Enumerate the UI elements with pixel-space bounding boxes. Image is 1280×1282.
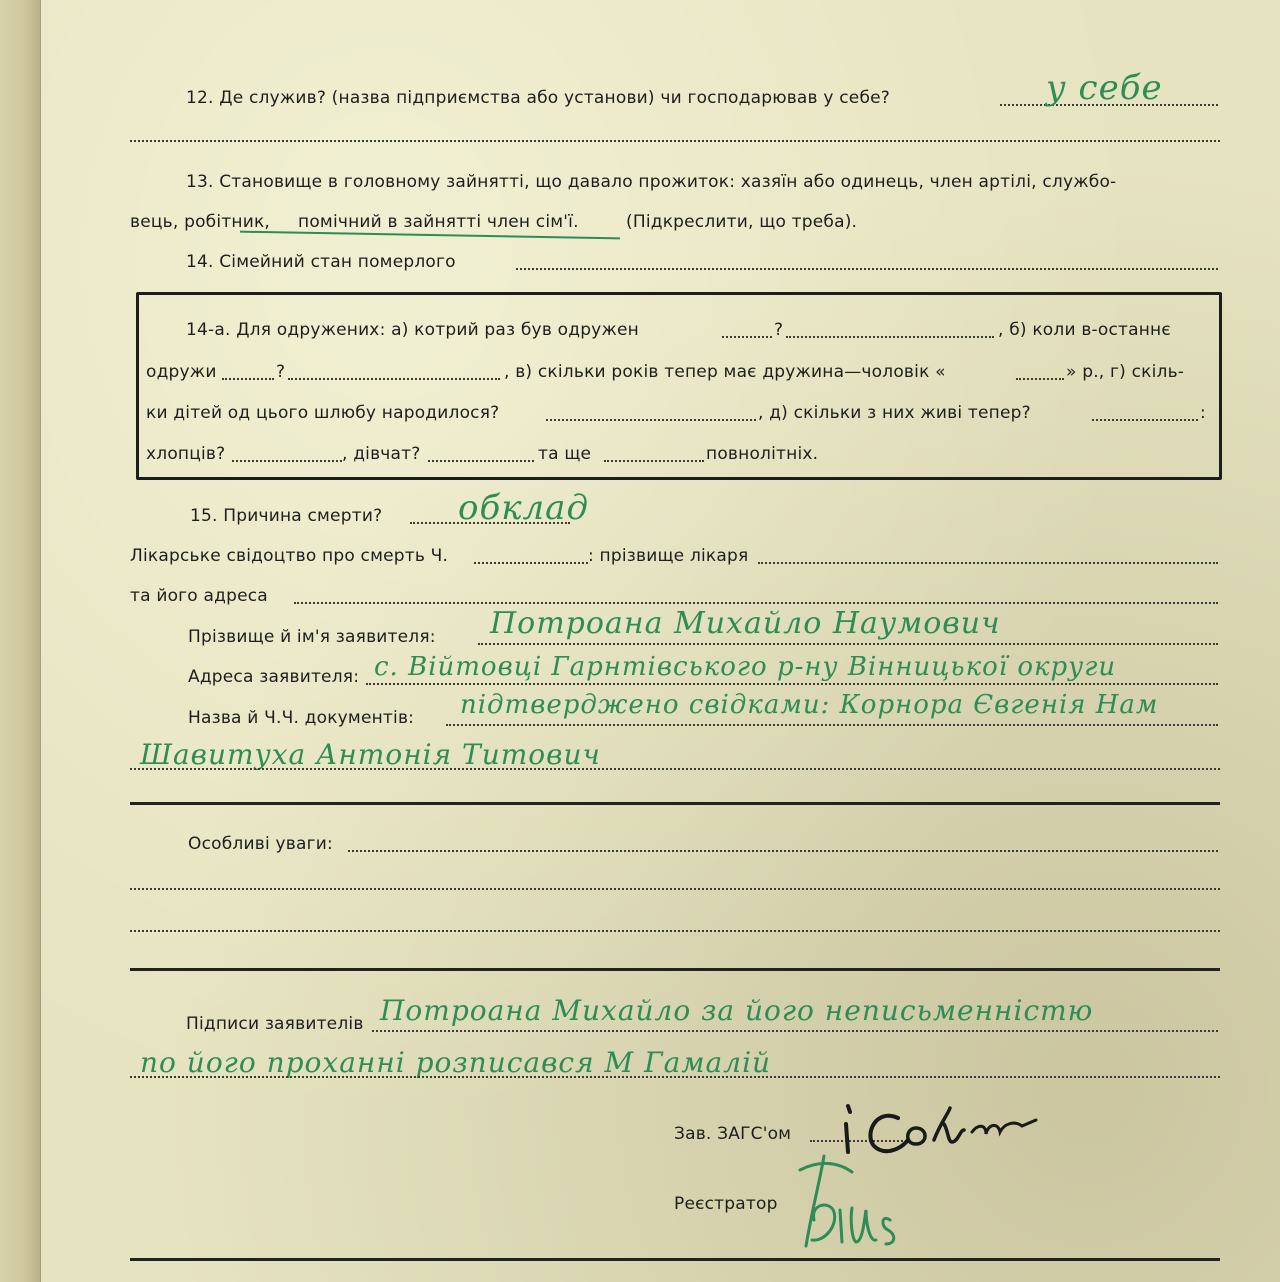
documents-label: Назва й Ч.Ч. документів: xyxy=(188,708,415,728)
q14a-fill-boys xyxy=(232,460,342,462)
applicant-name-label: Прізвище й ім'я заявителя: xyxy=(188,627,436,647)
q13-instruction: (Підкреслити, що треба). xyxy=(626,212,858,232)
q14a-more-label: та ще xyxy=(538,444,592,464)
page-bottom-line xyxy=(130,1258,1220,1261)
applicant-address-label: Адреса заявителя: xyxy=(188,667,360,687)
q12-continuation-line xyxy=(130,140,1220,142)
q14a-line3-label: ки дітей од цього шлюбу народилося? xyxy=(146,403,500,423)
q14a-line2-qmark: ? xyxy=(276,362,286,382)
applicant-signatures-line2: по його проханні розписався М Гамалій xyxy=(140,1046,772,1079)
q13-selected-option: помічний в зайнятті член сім'ї. xyxy=(298,212,579,232)
special-notes-line2 xyxy=(130,888,1220,890)
applicant-name-value: Потроана Михайло Наумович xyxy=(490,606,1001,641)
q14a-fill-c xyxy=(1016,378,1064,380)
section-divider xyxy=(130,802,1220,805)
q14-fill-line xyxy=(516,268,1218,270)
q13-label-line2-start: вець, робітник, xyxy=(130,212,271,232)
q14-label: 14. Сімейний стан померлого xyxy=(186,252,456,272)
q14a-boys-label: хлопців? xyxy=(146,444,226,464)
q14a-adults-label: повнолітніх. xyxy=(706,444,819,464)
applicant-signatures-label: Підписи заявителів xyxy=(186,1014,364,1034)
q14a-line2-label: одружи xyxy=(146,362,217,382)
medical-certificate-fill xyxy=(474,562,588,564)
q12-label: 12. Де служив? (назва підприємства або установи) чи господарював у себе? xyxy=(186,88,891,108)
q14a-girls-label: , дівчат? xyxy=(342,444,421,464)
doctor-name-fill xyxy=(758,562,1218,564)
applicant-signatures-line1: Потроана Михайло за його неписьменністю xyxy=(380,994,1094,1027)
q14a-line1-b: , б) коли в-останнє xyxy=(998,320,1171,340)
q14a-fill-a2 xyxy=(786,336,994,338)
documents-value-line1: підтверджено свідками: Корнора Євгенія Нам xyxy=(460,690,1159,720)
documents-continuation-line xyxy=(130,768,1220,770)
applicant-signatures-line2-rule xyxy=(130,1076,1220,1078)
documents-fill xyxy=(446,724,1218,726)
q13-label-line1: 13. Становище в головному зайнятті, що давало прожиток: хазяїн або одинець, член артілі, службо- xyxy=(186,172,1117,192)
page-binding-edge xyxy=(0,0,41,1282)
medical-certificate-label: Лікарське свідоцтво про смерть Ч. xyxy=(130,546,449,566)
q14a-line1-label: 14-а. Для одружених: а) котрий раз був одружен xyxy=(186,320,639,340)
q14a-fill-b2 xyxy=(288,378,500,380)
special-notes-line3 xyxy=(130,930,1220,932)
q14a-line3-d: , д) скільки з них живі тепер? xyxy=(758,403,1031,423)
q14a-line1-qmark: ? xyxy=(774,320,784,340)
doctor-name-label: : прізвище лікаря xyxy=(588,546,749,566)
q14a-fill-girls xyxy=(428,460,534,462)
q14a-fill-d xyxy=(1092,419,1198,421)
applicant-address-value: с. Війтовці Гарнтівського р-ну Вінницької округи xyxy=(374,652,1117,682)
applicant-address-fill xyxy=(366,683,1218,685)
special-notes-label: Особливі уваги: xyxy=(188,834,333,854)
q14a-line3-colon: : xyxy=(1200,403,1206,423)
q15-answer: обклад xyxy=(458,488,589,528)
q14a-fill-b xyxy=(222,378,274,380)
q14a-fill-g xyxy=(546,419,756,421)
applicant-name-fill xyxy=(478,643,1218,645)
q14a-line2-d: » р., г) скіль- xyxy=(1066,362,1185,382)
q15-label: 15. Причина смерти? xyxy=(190,506,383,526)
q14a-line2-c: , в) скільки років тепер має дружина—чоловік « xyxy=(504,362,946,382)
zags-head-label: Зав. ЗАГС'ом xyxy=(674,1124,792,1144)
applicant-signatures-fill xyxy=(372,1030,1218,1032)
q12-answer: у себе xyxy=(1046,68,1163,108)
registrar-label: Реєстратор xyxy=(674,1194,778,1214)
q14a-fill-more xyxy=(604,460,704,462)
registrar-signature xyxy=(790,1150,920,1260)
section-divider-2 xyxy=(130,968,1220,971)
documents-value-line2: Шавитуха Антонія Титович xyxy=(140,738,601,771)
special-notes-fill xyxy=(348,850,1218,852)
q14a-fill-a xyxy=(722,336,772,338)
doctor-address-fill xyxy=(294,602,1218,604)
doctor-address-label: та його адреса xyxy=(130,586,268,606)
